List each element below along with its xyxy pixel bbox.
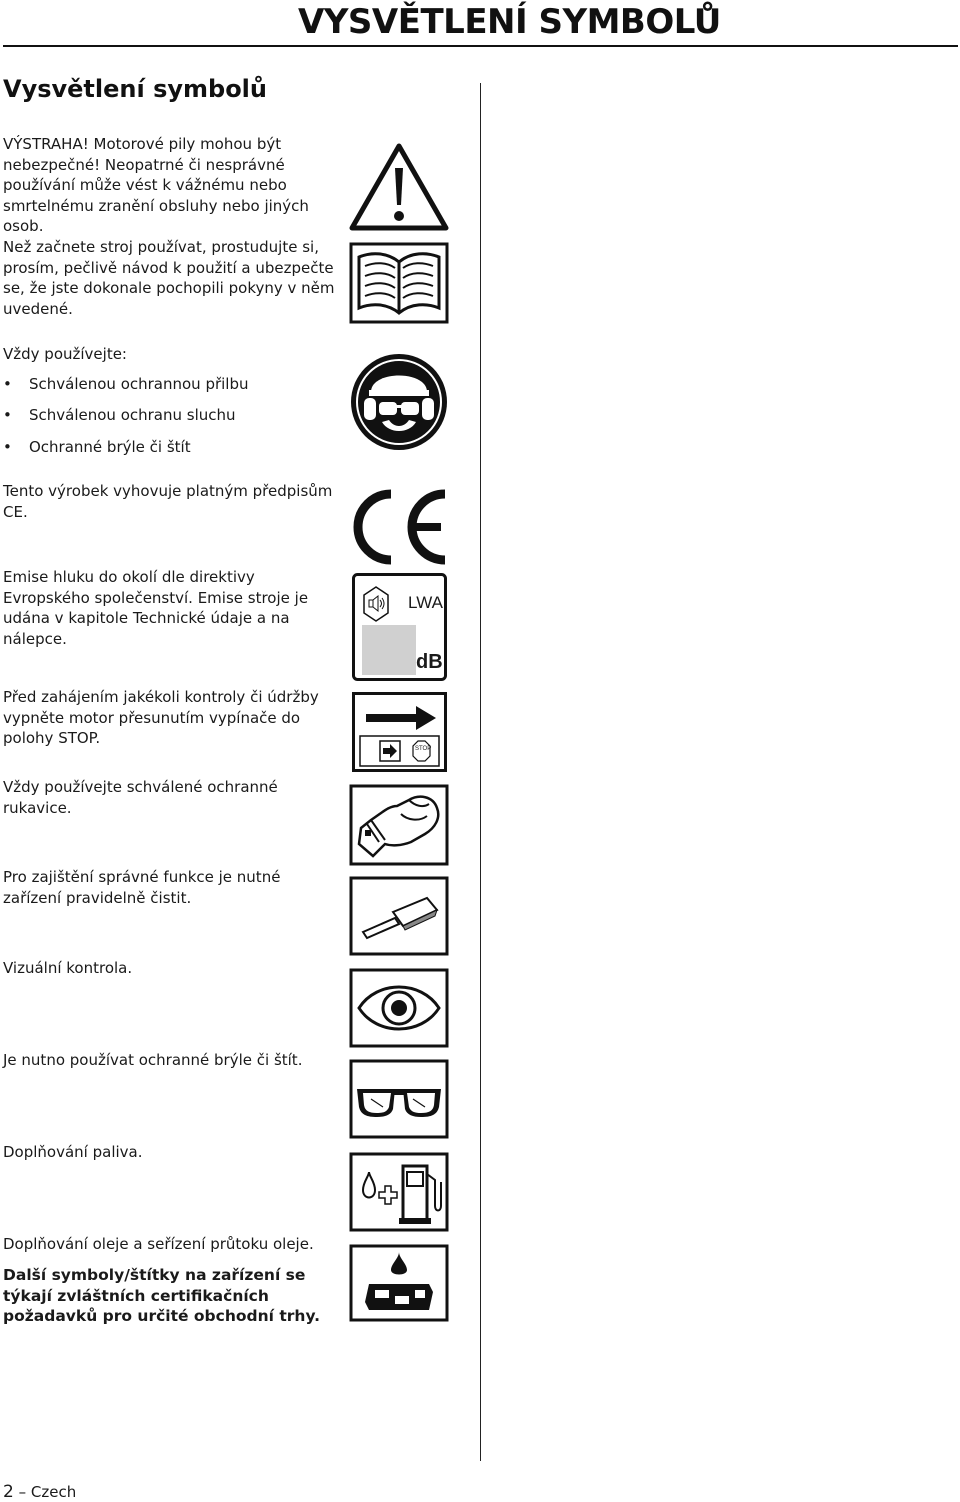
page-header-title: VYSVĚTLENÍ SYMBOLŮ xyxy=(298,2,721,42)
manual-text: Než začnete stroj používat, prostudujte si, prosím, pečlivě návod k použití a ubezpečte se, že jste dokonale pochopili pokyny v něm uvedené. xyxy=(3,238,335,318)
fuel-pump-icon xyxy=(349,1152,449,1232)
bullet-label: Schválenou ochrannou přilbu xyxy=(29,375,249,393)
footer-dash: – xyxy=(18,1483,27,1501)
ce-text: Tento výrobek vyhovuje platným předpisům CE. xyxy=(3,482,333,521)
fuel-text: Doplňování paliva. xyxy=(3,1143,143,1161)
chain-oil-icon xyxy=(349,1244,449,1322)
stop-label: STOP xyxy=(415,746,432,752)
warning-text: VÝSTRAHA! Motorové pily mohou být nebezpečné! Neopatrné či nesprávné používání může vést k vážnému nebo smrtelnému zranění obsluhy nebo jiných osob. xyxy=(3,135,309,235)
glove-icon xyxy=(349,784,449,866)
noise-text: Emise hluku do okolí dle direktivy Evropského společenství. Emise stroje je udána v kapitole Technické údaje a na nálepce. xyxy=(3,568,309,648)
header-rule xyxy=(3,45,958,47)
visual-text: Vizuální kontrola. xyxy=(3,959,133,977)
safety-glasses-icon xyxy=(349,1059,449,1139)
helmet-earmuff-goggles-icon xyxy=(349,352,449,452)
column-divider xyxy=(480,83,481,1461)
other-symbols-text: Další symboly/štítky na zařízení se týkají zvláštních certifikačních požadavků pro určité obchodní trhy. xyxy=(3,1266,321,1325)
bullet-label: Ochranné brýle či štít xyxy=(29,438,191,456)
gloves-text: Vždy používejte schválené ochranné rukavice. xyxy=(3,778,278,817)
noise-lwa-label-icon xyxy=(352,573,447,681)
always-use-text: Vždy používejte: xyxy=(3,345,127,363)
page-number: 2 xyxy=(3,1482,14,1502)
footer-language: Czech xyxy=(30,1483,77,1501)
bullet-item: • Schválenou ochranu sluchu xyxy=(3,406,236,424)
eye-icon xyxy=(349,968,449,1048)
manual-book-icon xyxy=(349,242,449,324)
cleaning-brush-icon xyxy=(349,876,449,956)
warning-triangle-icon xyxy=(349,142,449,232)
page-footer xyxy=(3,1482,76,1502)
ce-mark-icon xyxy=(349,488,449,566)
glasses-text: Je nutno používat ochranné brýle či štít. xyxy=(3,1051,303,1069)
stop-text: Před zahájením jakékoli kontroly či údržby vypněte motor přesunutím vypínače do polohy STOP. xyxy=(3,688,319,747)
bullet-label: Schválenou ochranu sluchu xyxy=(29,406,236,424)
db-label: dB xyxy=(416,651,443,673)
bullet-item: • Ochranné brýle či štít xyxy=(3,438,191,456)
oil-text: Doplňování oleje a seřízení průtoku oleje. xyxy=(3,1235,314,1253)
section-title: Vysvětlení symbolů xyxy=(3,75,267,103)
bullet-item: • Schválenou ochrannou přilbu xyxy=(3,375,249,393)
lwa-label: LWA xyxy=(408,593,443,612)
cleaning-text: Pro zajištění správné funkce je nutné zařízení pravidelně čistit. xyxy=(3,868,281,907)
stop-switch-icon xyxy=(352,692,447,772)
